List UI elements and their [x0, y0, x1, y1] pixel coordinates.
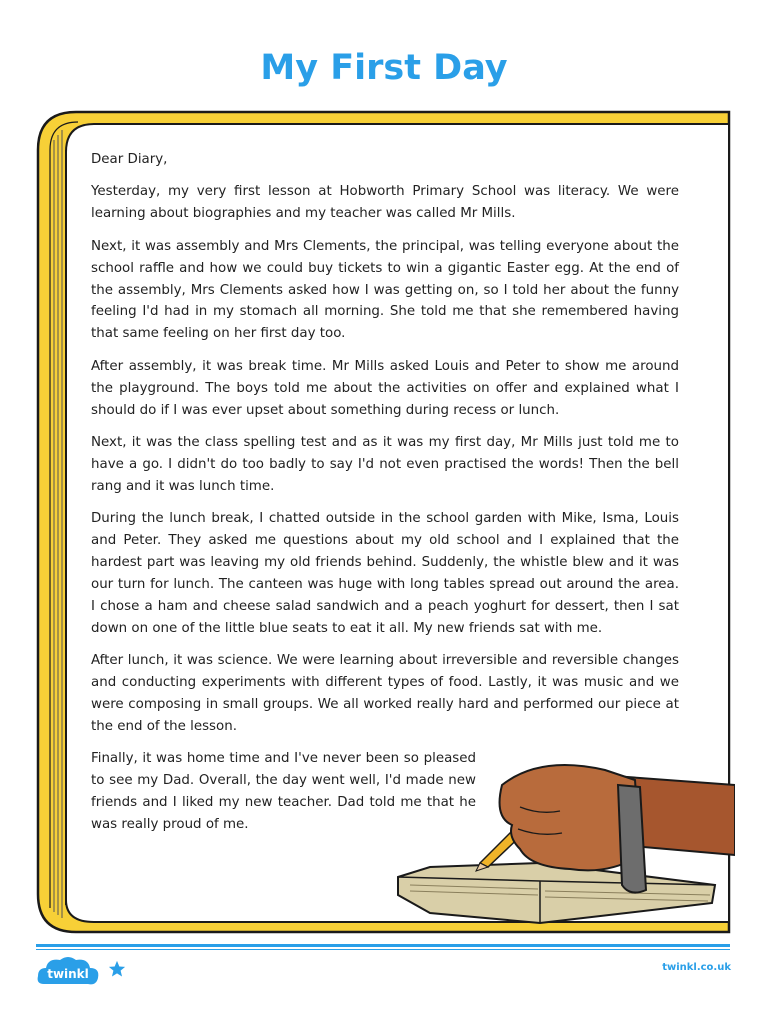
footer-divider — [36, 944, 730, 947]
paragraph-5: During the lunch break, I chatted outside in the school garden with Mike, Isma, Louis and Peter. They asked me questions about my old school and I explained that the hardest part was leaving my old friends behind. Suddenly, the whistle blew and it was our turn for lunch. The canteen was huge with long tables spread out around the area. I chose a ham and cheese salad sandwich and a peach yoghurt for dessert, then I sat down on one of the little blue seats to eat it all. My new friends sat with me. — [91, 511, 679, 636]
paragraph-2: Next, it was assembly and Mrs Clements, the principal, was telling everyone about the school raffle and how we could buy tickets to win a gigantic Easter egg. At the end of the assembly, Mrs Clements asked how I was getting on, so I told her about the funny feeling I'd had in my stomach all morning. She told me that she remembered having that same feeling on her first day too. — [91, 238, 679, 342]
website-link[interactable]: twinkl.co.uk — [662, 962, 731, 973]
diary-entry — [91, 149, 679, 846]
hand-writing-illustration — [390, 745, 735, 925]
page-title: My First Day — [260, 48, 508, 88]
paragraph-3: After assembly, it was break time. Mr Mills asked Louis and Peter to show me around the playground. The boys told me about the activities on offer and explained what I should do if I was ever upset about something during recess or lunch. — [91, 358, 679, 418]
paragraph-4: Next, it was the class spelling test and as it was my first day, Mr Mills just told me to have a go. I didn't do too badly to say I'd not even practised the words! Then the bell rang and it was lunch time. — [91, 434, 679, 494]
star-icon — [108, 960, 126, 978]
paragraph-7: Finally, it was home time and I've never been so pleased to see my Dad. Overall, the day went well, I'd made new friends and I liked my new teacher. Dad told me that he was really proud of me. — [91, 751, 476, 832]
greeting: Dear Diary, — [91, 152, 168, 167]
logo-text: twinkl — [47, 967, 89, 981]
footer-divider-thin — [36, 949, 730, 950]
paragraph-6: After lunch, it was science. We were learning about irreversible and reversible changes and conducting experiments with different types of food. Lastly, it was music and we were composing in small groups. We all worked really hard and performed our piece at the end of the lesson. — [91, 653, 679, 734]
twinkl-logo — [36, 954, 100, 990]
paragraph-1: Yesterday, my very first lesson at Hobworth Primary School was literacy. We were learning about biographies and my teacher was called Mr Mills. — [91, 184, 679, 222]
